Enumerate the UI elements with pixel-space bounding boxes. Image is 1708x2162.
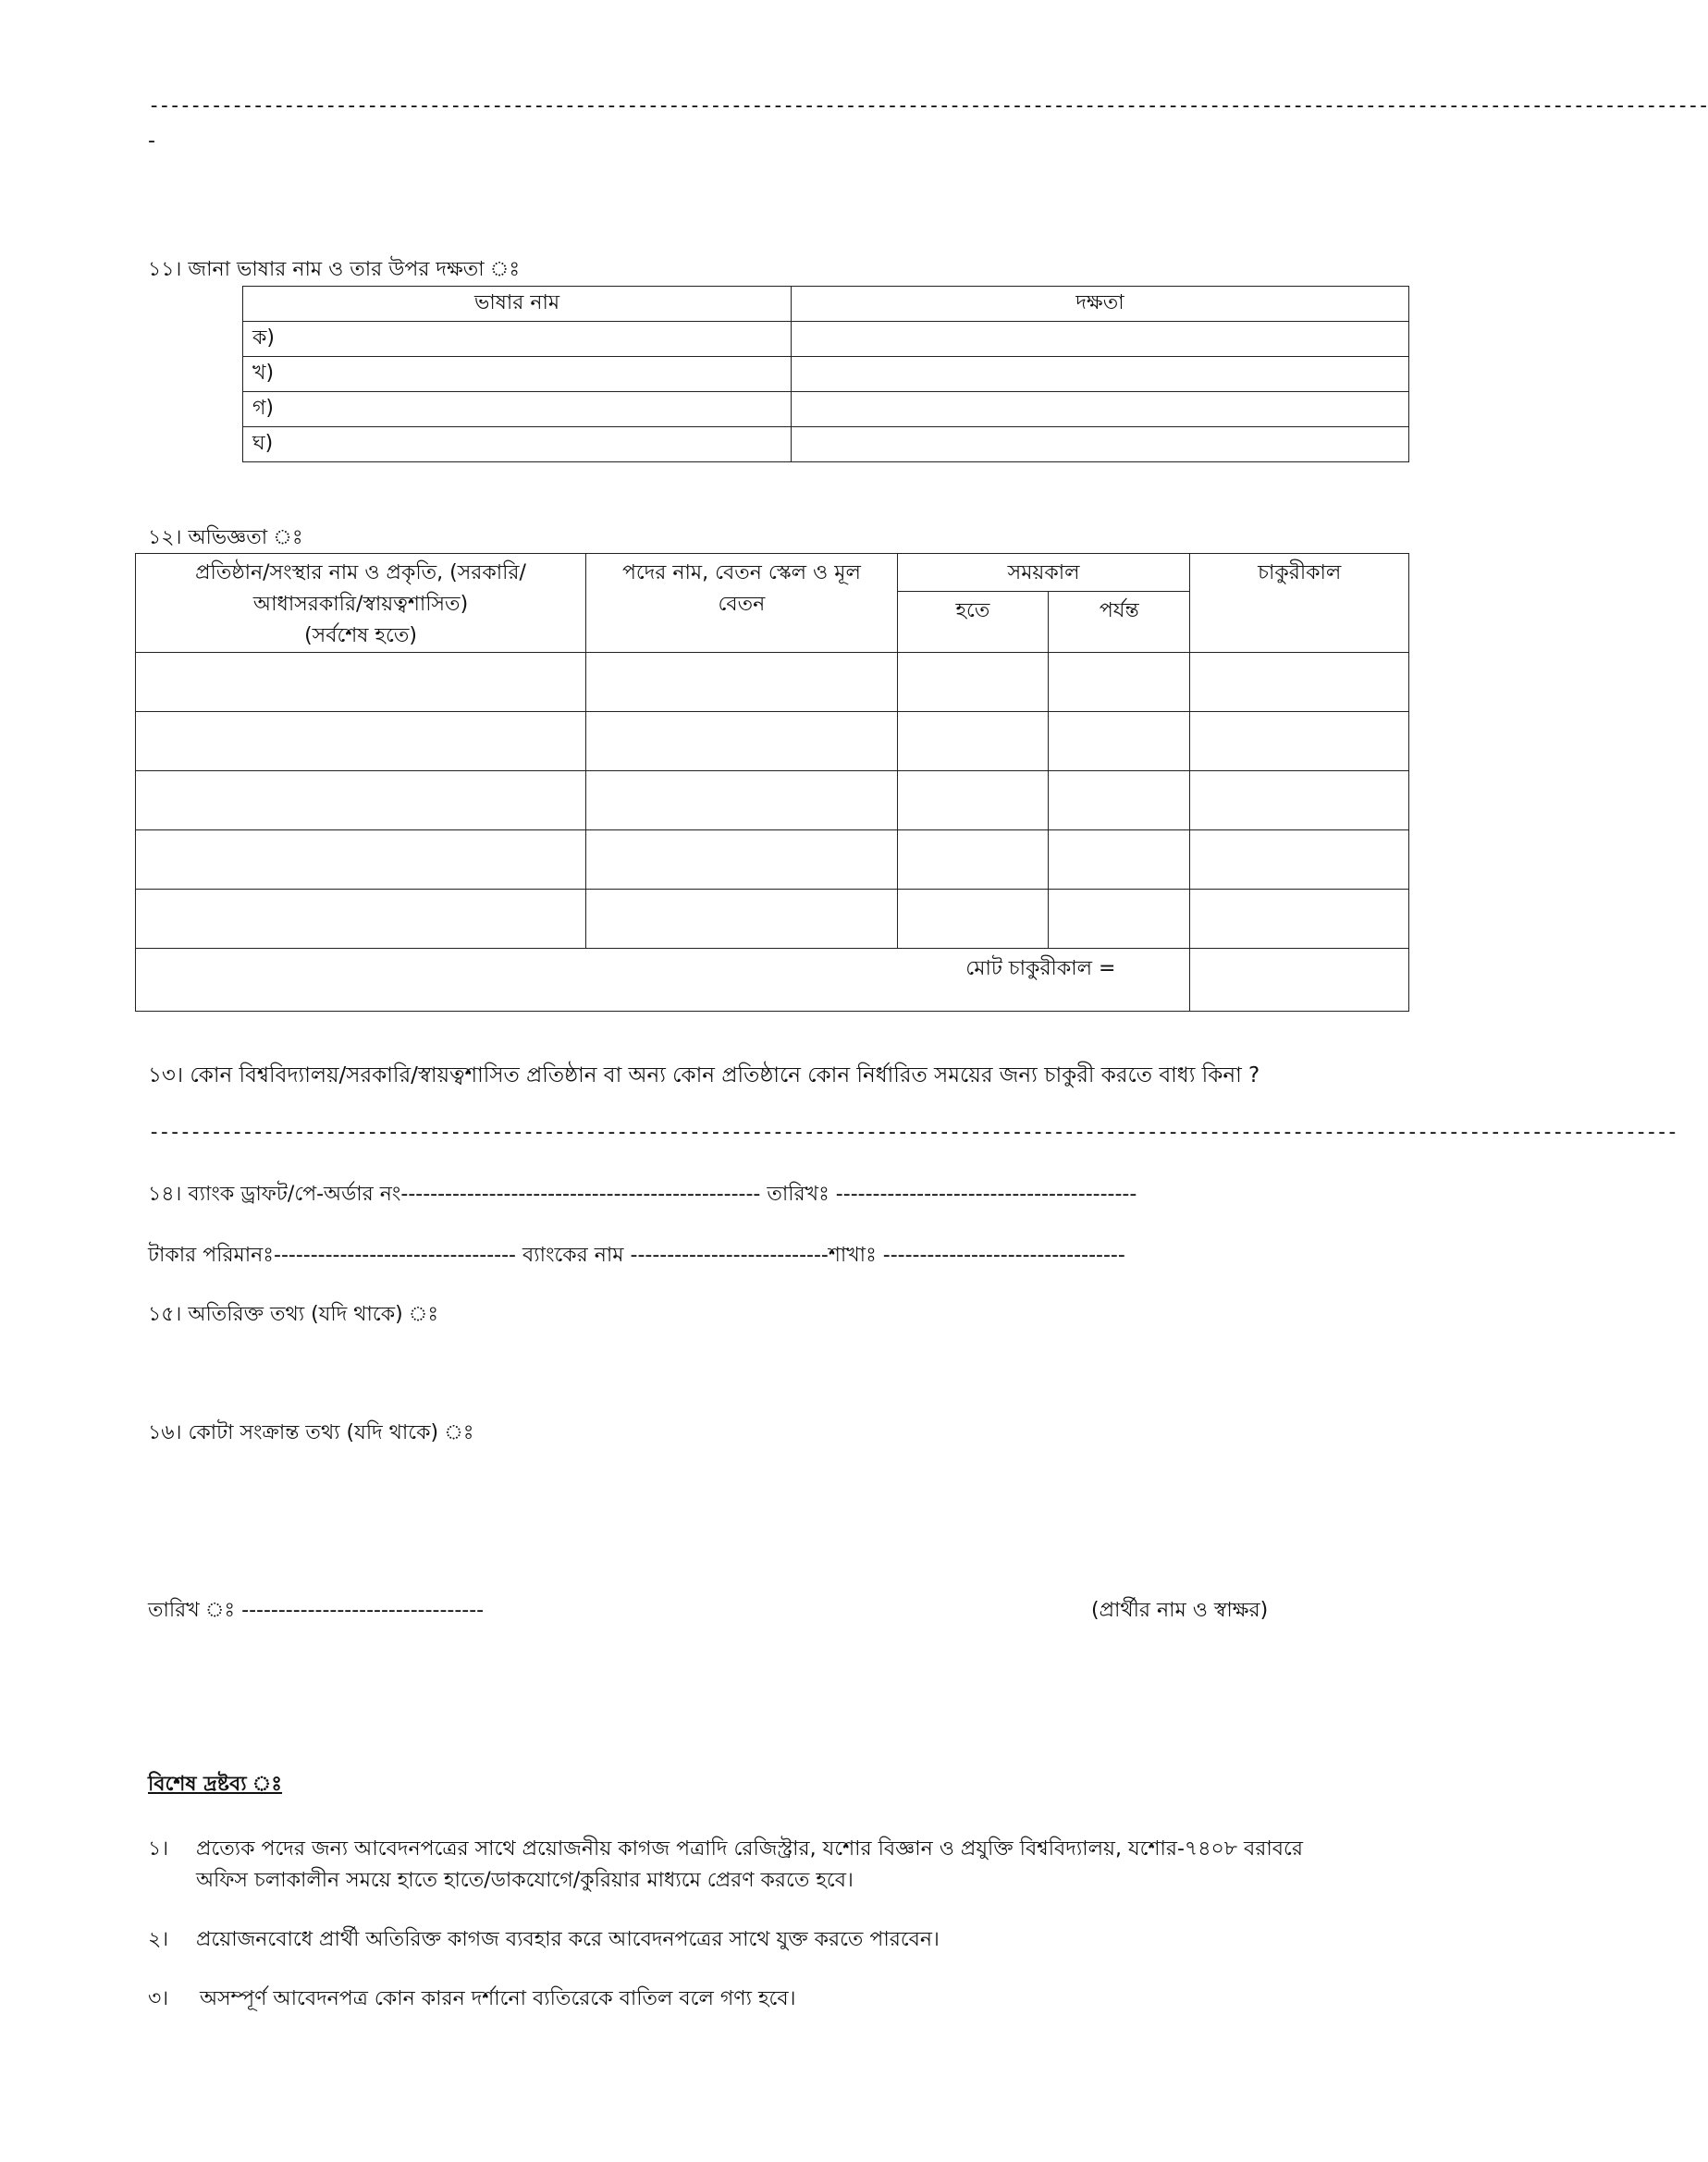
header-from: হতে: [897, 592, 1048, 653]
org-cell[interactable]: [136, 653, 586, 712]
header-language-name: ভাষার নাম: [243, 287, 792, 322]
language-row-label: ঘ): [243, 427, 792, 462]
post-cell[interactable]: [586, 890, 898, 949]
section-16-title: ১৬। কোটা সংক্রান্ত তথ্য (যদি থাকে) ঃ: [148, 1421, 474, 1444]
to-cell[interactable]: [1049, 890, 1190, 949]
header-post: [586, 554, 898, 653]
special-note-title: বিশেষ দ্রষ্টব্য ঃ: [148, 1773, 283, 1796]
table-row: [243, 392, 1409, 427]
note-1-line1: প্রত্যেক পদের জন্য আবেদনপত্রের সাথে প্রয়োজনীয় কাগজ পত্রাদি রেজিস্ট্রার, যশোর বিজ্ঞান ও প্রযুক্তি বিশ্ববিদ্যালয়, যশোর-৭৪০৮ বরাবরে: [196, 1837, 1303, 1861]
service-cell[interactable]: [1190, 890, 1409, 949]
header-period: সময়কাল: [897, 554, 1190, 592]
to-cell[interactable]: [1049, 653, 1190, 712]
org-cell[interactable]: [136, 890, 586, 949]
post-cell[interactable]: [586, 712, 898, 771]
from-cell[interactable]: [897, 830, 1048, 890]
header-org-line3: (সর্বশেষ হতে): [304, 624, 417, 647]
note-3-number: ৩।: [148, 1987, 169, 2010]
language-row-label: খ): [243, 357, 792, 392]
note-2-text: প্রয়োজনবোধে প্রার্থী অতিরিক্ত কাগজ ব্যবহার করে আবেদনপত্রের সাথে যুক্ত করতে পারবেন।: [196, 1928, 940, 1951]
org-cell[interactable]: [136, 830, 586, 890]
table-row: [243, 322, 1409, 357]
header-org-line2: আধাসরকারি/স্বায়ত্বশাসিত): [252, 593, 469, 616]
from-cell[interactable]: [897, 712, 1048, 771]
amount-bank-branch-line[interactable]: টাকার পরিমানঃ--------------------------------- ব্যাংকের নাম ---------------------------শাখাঃ ---------------------------------: [148, 1244, 1125, 1267]
section-13-answer-line[interactable]: ---------------------------------------------------------------------------------------------------------------------------------------------------: [148, 1121, 1677, 1144]
note-3-text: অসম্পূর্ণ আবেদনপত্র কোন কারন দর্শানো ব্যতিরেকে বাতিল বলে গণ্য হবে।: [200, 1987, 796, 2010]
section-12-title: ১২। অভিজ্ঞতা ঃ: [148, 526, 303, 549]
to-cell[interactable]: [1049, 712, 1190, 771]
applicant-name-signature: (প্রার্থীর নাম ও স্বাক্ষর): [1091, 1599, 1269, 1622]
proficiency-cell[interactable]: [792, 322, 1409, 357]
table-row: [136, 890, 1409, 949]
header-organization: [136, 554, 586, 653]
table-row: [136, 653, 1409, 712]
section-13-question: ১৩। কোন বিশ্ববিদ্যালয়/সরকারি/স্বায়ত্বশাসিত প্রতিষ্ঠান বা অন্য কোন প্রতিষ্ঠানে কোন নির্ধারিত সময়ের জন্য চাকুরী করতে বাধ্য কিনা ?: [148, 1063, 1260, 1087]
top-dashed-rule: ------------------------------------------------------------------------------------------------------------------------------------------------------: [148, 94, 1708, 117]
from-cell[interactable]: [897, 653, 1048, 712]
from-cell[interactable]: [897, 771, 1048, 830]
header-to: পর্যন্ত: [1049, 592, 1190, 653]
header-post-line1: পদের নাম, বেতন স্কেল ও মূল: [621, 561, 861, 584]
post-cell[interactable]: [586, 653, 898, 712]
org-cell[interactable]: [136, 712, 586, 771]
note-1-number: ১।: [148, 1837, 169, 1861]
proficiency-cell[interactable]: [792, 392, 1409, 427]
post-cell[interactable]: [586, 830, 898, 890]
top-dash: -: [148, 129, 155, 153]
language-table-header: [243, 287, 1409, 322]
to-cell[interactable]: [1049, 830, 1190, 890]
table-row: [136, 771, 1409, 830]
total-service-cell[interactable]: [1190, 949, 1409, 1012]
section-11-title: ১১। জানা ভাষার নাম ও তার উপর দক্ষতা ঃ: [148, 258, 521, 281]
experience-table: [135, 553, 1409, 1012]
table-row: [136, 712, 1409, 771]
note-1-line2: অফিস চলাকালীন সময়ে হাতে হাতে/ডাকযোগে/কুরিয়ার মাধ্যমে প্রেরণ করতে হবে।: [196, 1869, 854, 1892]
note-2-number: ২।: [148, 1928, 169, 1951]
service-cell[interactable]: [1190, 771, 1409, 830]
language-table: [242, 286, 1409, 462]
from-cell[interactable]: [897, 890, 1048, 949]
to-cell[interactable]: [1049, 771, 1190, 830]
header-service-length: চাকুরীকাল: [1190, 554, 1409, 653]
header-proficiency: দক্ষতা: [792, 287, 1409, 322]
total-row: [136, 949, 1409, 1012]
proficiency-cell[interactable]: [792, 357, 1409, 392]
table-row: [243, 427, 1409, 462]
proficiency-cell[interactable]: [792, 427, 1409, 462]
table-row: [136, 830, 1409, 890]
header-post-line2: বেতন: [718, 593, 766, 616]
language-row-label: ক): [243, 322, 792, 357]
language-row-label: গ): [243, 392, 792, 427]
header-org-line1: প্রতিষ্ঠান/সংস্থার নাম ও প্রকৃতি, (সরকারি/: [195, 561, 526, 584]
org-cell[interactable]: [136, 771, 586, 830]
service-cell[interactable]: [1190, 653, 1409, 712]
service-cell[interactable]: [1190, 712, 1409, 771]
bank-draft-line[interactable]: ১৪। ব্যাংক ড্রাফট/পে-অর্ডার নং------------------------------------------------- তারিখঃ -----------------------------------------: [148, 1183, 1137, 1206]
table-row: [243, 357, 1409, 392]
date-line[interactable]: তারিখ ঃ ---------------------------------: [148, 1599, 485, 1622]
post-cell[interactable]: [586, 771, 898, 830]
section-15-title: ১৫। অতিরিক্ত তথ্য (যদি থাকে) ঃ: [148, 1303, 439, 1326]
total-service-label: মোট চাকুরীকাল =: [136, 949, 1190, 1012]
service-cell[interactable]: [1190, 830, 1409, 890]
